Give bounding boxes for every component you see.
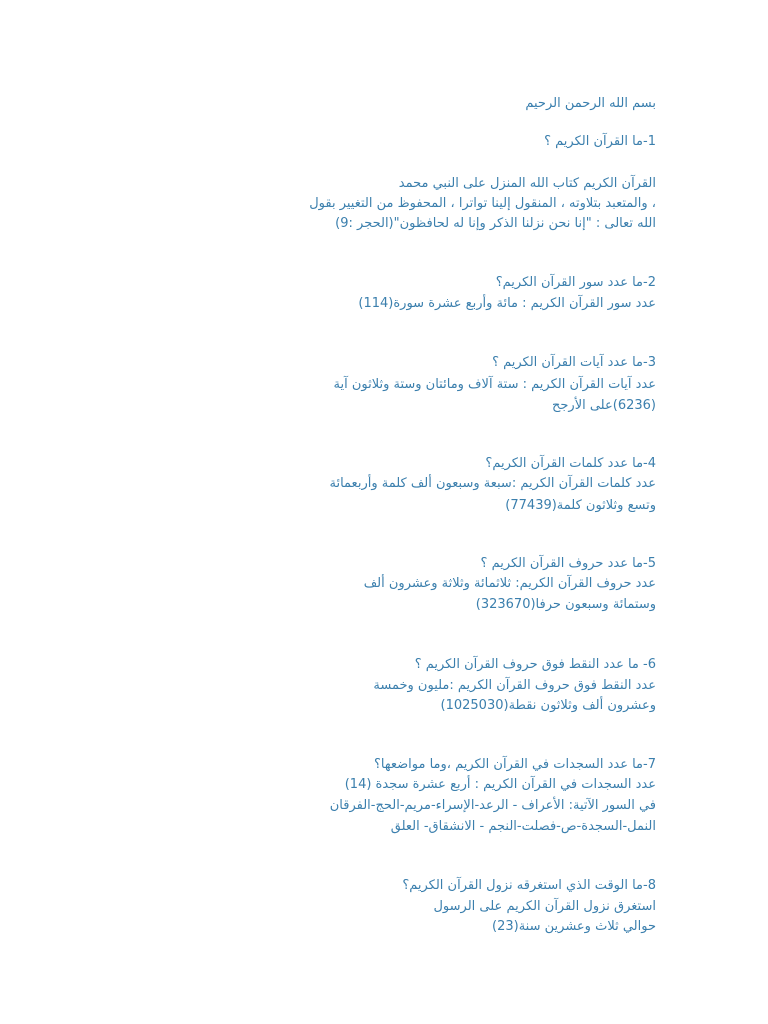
answer-7-line-1: عدد السجدات في القرآن الكريم : أربع عشرة سجدة (14) bbox=[344, 777, 656, 792]
question-3: 3-ما عدد آيات القرآن الكريم ؟ bbox=[492, 355, 656, 370]
answer-1-line-1: القرآن الكريم كتاب الله المنزل على النبي محمد bbox=[398, 176, 656, 191]
question-2: 2-ما عدد سور القرآن الكريم؟ bbox=[495, 275, 656, 290]
basmala: بسم الله الرحمن الرحيم bbox=[525, 96, 656, 111]
answer-8-line-1: استغرق نزول القرآن الكريم على الرسول bbox=[433, 899, 656, 914]
answer-4-line-1: عدد كلمات القرآن الكريم :سبعة وسبعون ألف كلمة وأربعمائة bbox=[329, 476, 656, 491]
answer-7-line-3: النمل-السجدة-ص-فصلت-النجم - الانشقاق- العلق bbox=[390, 819, 656, 834]
question-7: 7-ما عدد السجدات في القرآن الكريم ،وما مواضعها؟ bbox=[373, 757, 656, 772]
answer-3-line-1: عدد آيات القرآن الكريم : ستة آلاف ومائتان وستة وثلاثون آية bbox=[333, 377, 656, 392]
question-1: 1-ما القرآن الكريم ؟ bbox=[544, 134, 656, 149]
answer-2-line-1: عدد سور القرآن الكريم : مائة وأربع عشرة سورة(114) bbox=[358, 296, 656, 311]
answer-6-line-1: عدد النقط فوق حروف القرآن الكريم :مليون وخمسة bbox=[373, 678, 656, 693]
answer-3-line-2: (6236)على الأرجح bbox=[551, 398, 656, 413]
answer-8-line-2: حوالي ثلاث وعشرين سنة(23) bbox=[492, 919, 656, 934]
answer-7-line-2: في السور الآتية: الأعراف - الرعد-الإسراء-مريم-الحج-الفرقان bbox=[329, 798, 656, 813]
answer-1-line-2: ، والمتعبد بتلاوته ، المنقول إلينا تواترا ، المحفوظ من التغيير بقول bbox=[309, 196, 656, 211]
question-5: 5-ما عدد حروف القرآن الكريم ؟ bbox=[480, 556, 656, 571]
answer-5-line-1: عدد حروف القرآن الكريم: ثلاثمائة وثلاثة وعشرون ألف bbox=[363, 576, 656, 591]
question-6: 6- ما عدد النقط فوق حروف القرآن الكريم ؟ bbox=[414, 657, 656, 672]
answer-5-line-2: وستمائة وسبعون حرفا(323670) bbox=[475, 597, 656, 612]
answer-6-line-2: وعشرون ألف وثلاثون نقطة(1025030) bbox=[440, 698, 656, 713]
answer-1-line-3: الله تعالى : "إنا نحن نزلنا الذكر وإنا له لحافظون"(الحجر :9) bbox=[335, 216, 656, 231]
answer-4-line-2: وتسع وثلاثون كلمة(77439) bbox=[505, 498, 656, 513]
question-4: 4-ما عدد كلمات القرآن الكريم؟ bbox=[485, 456, 656, 471]
question-8: 8-ما الوقت الذي استغرقه نزول القرآن الكريم؟ bbox=[402, 878, 656, 893]
